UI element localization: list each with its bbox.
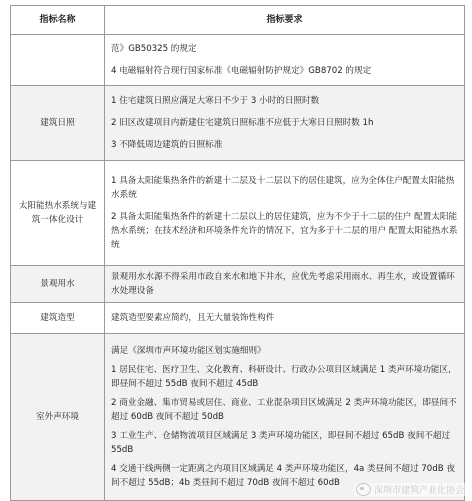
row-requirement xyxy=(105,334,465,501)
requirement-line: 2 商业金融、集市贸易或居住、商业、工业混杂项目区域满足 2 类声环境功能区，即昼间不超过 60dB 夜间不超过 50dB xyxy=(111,398,457,422)
watermark-text: 深圳市建筑产业化协会 xyxy=(373,486,464,496)
table-row xyxy=(11,35,465,86)
row-requirement xyxy=(105,303,465,334)
requirement-line: 景观用水水源不得采用市政自来水和地下井水，应优先考虑采用雨水、再生水，或设置循环水处理设备 xyxy=(111,272,455,296)
row-requirement xyxy=(105,86,465,161)
row-name-continued xyxy=(11,35,105,86)
requirement-line: 范》GB50325 的规定 xyxy=(111,44,197,54)
row-name-landscape-water: 景观用水 xyxy=(11,266,105,303)
requirement-line: 2 具备太阳能集热条件的新建十二层以上的居住建筑，应为不少于十二层的住户 配置太阳能热水系统；在技术经济和环境条件允许的情况下，宜为多于十二层的用户 配置太阳能热水系统 xyxy=(111,212,458,250)
requirement-line: 1 住宅建筑日照应满足大寒日不少于 3 小时的日照时数 xyxy=(111,96,320,106)
requirement-line: 满足《深圳市声环境功能区划实施细则》 xyxy=(111,346,266,356)
requirement-line: 1 居民住宅、医疗卫生、文化教育、科研设计、行政办公项目区域满足 1 类声环境功能区，即昼间不超过 55dB 夜间不超过 45dB xyxy=(111,365,457,389)
row-name-building-sunlight: 建筑日照 xyxy=(11,86,105,161)
requirement-line: 2 旧区改建项目内新建住宅建筑日照标准不应低于大寒日日照时数 1h xyxy=(111,118,374,128)
wechat-logo-icon xyxy=(356,483,371,496)
requirement-line: 4 交通干线两侧一定距离之内项目区域满足 4 类声环境功能区，4a 类昼间不超过 70dB 夜间不超过 55dB；4b 类昼间不超过 70dB 夜间不超过 60dB xyxy=(111,464,455,488)
table-row xyxy=(11,86,465,161)
row-requirement xyxy=(105,161,465,266)
requirement-line: 建筑造型要素应简约，且无大量装饰性构件 xyxy=(111,313,275,323)
row-name-solar-water-heating: 太阳能热水系统与建筑一体化设计 xyxy=(11,161,105,266)
header-indicator-name: 指标名称 xyxy=(11,6,105,35)
requirement-line: 3 不降低周边建筑的日照标准 xyxy=(111,140,223,150)
row-name-building-form: 建筑造型 xyxy=(11,303,105,334)
requirement-line: 1 具备太阳能集热条件的新建十二层及十二层以下的居住建筑，应为全体住户配置太阳能热水系统 xyxy=(111,176,455,200)
requirement-line: 4 电磁辐射符合现行国家标准《电磁辐射防护规定》GB8702 的规定 xyxy=(111,66,372,76)
table-row xyxy=(11,303,465,334)
table-row xyxy=(11,266,465,303)
header-indicator-requirement: 指标要求 xyxy=(105,6,465,35)
requirement-line: 3 工业生产、仓储物流项目区域满足 3 类声环境功能区，即昼间不超过 65dB 夜间不超过 55dB xyxy=(111,431,451,455)
table-row xyxy=(11,161,465,266)
indicator-table xyxy=(10,5,465,501)
row-name-outdoor-acoustic-environment: 室外声环境 xyxy=(11,334,105,501)
row-requirement xyxy=(105,35,465,86)
row-requirement xyxy=(105,266,465,303)
table-header-row xyxy=(11,6,465,35)
watermark xyxy=(354,483,466,496)
table-row xyxy=(11,334,465,501)
